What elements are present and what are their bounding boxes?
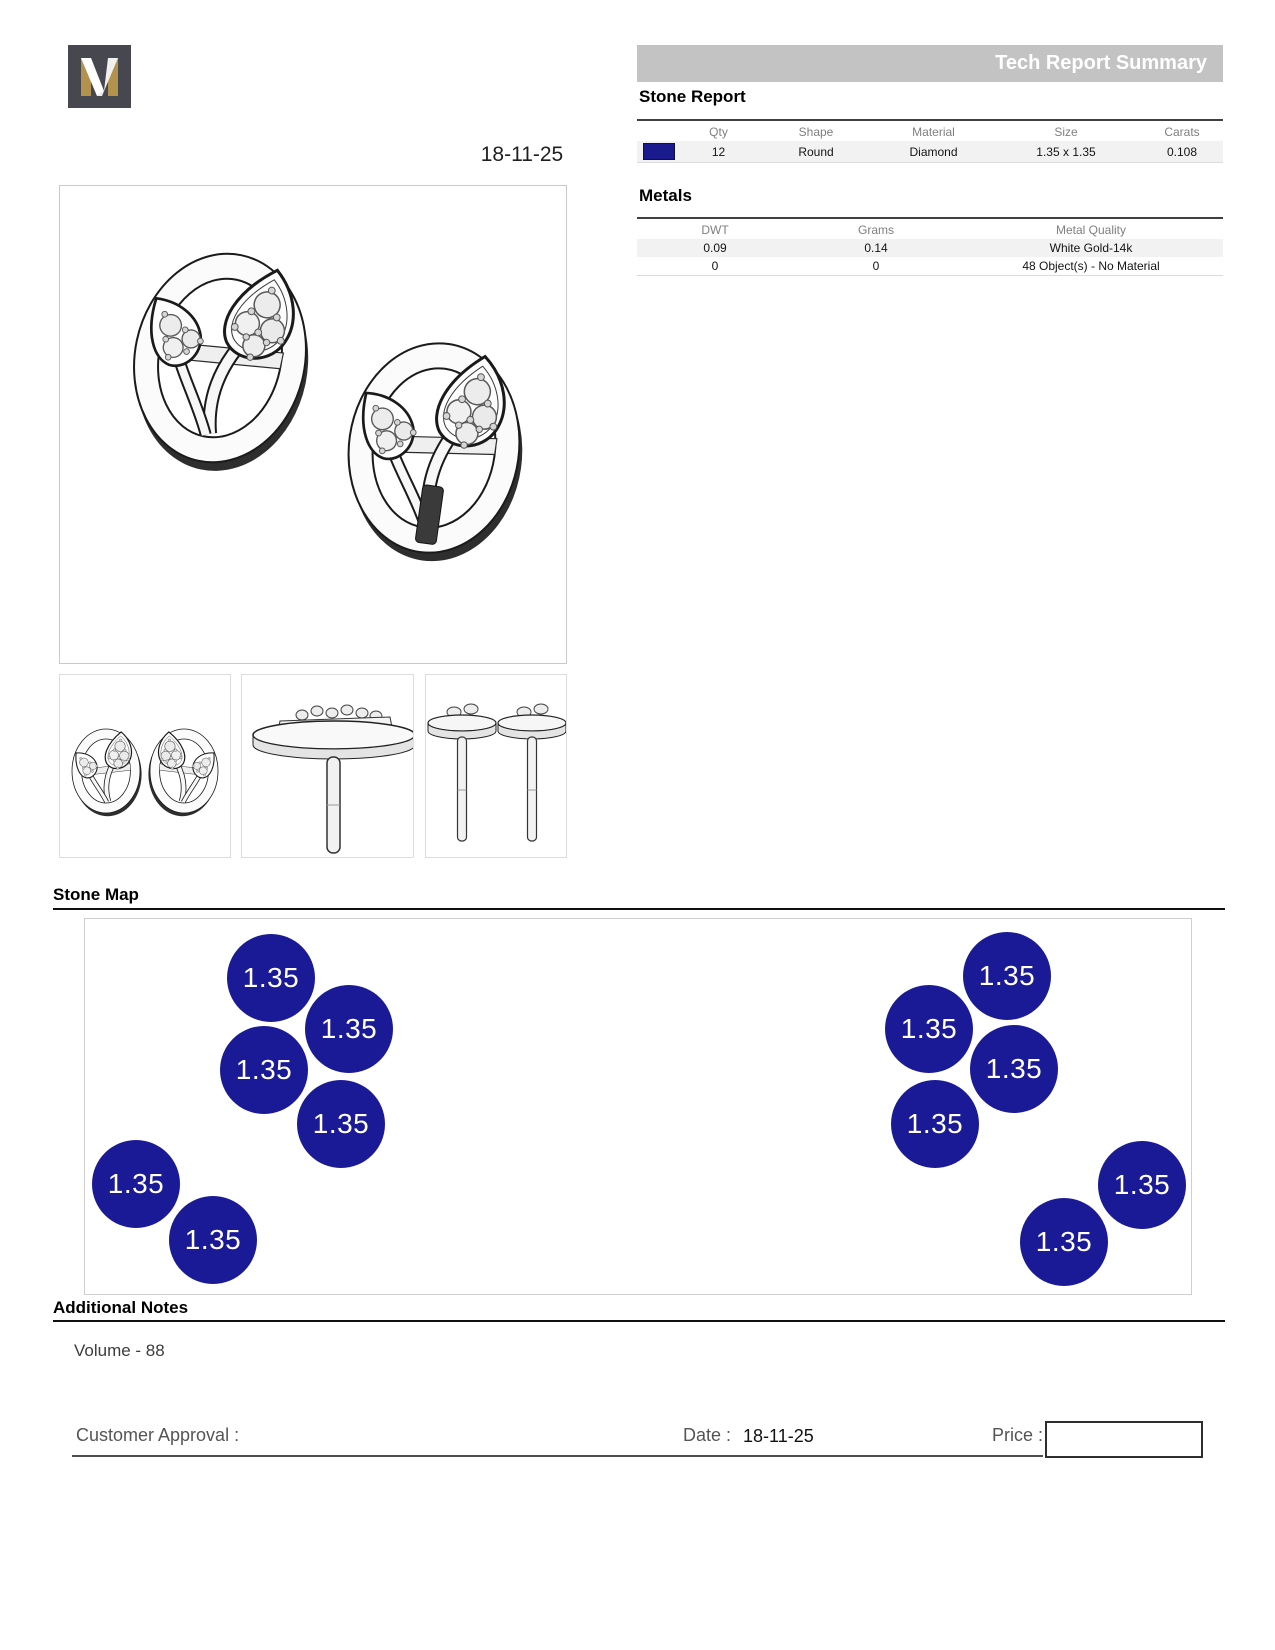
stone-carats: 0.108 bbox=[1141, 141, 1223, 163]
customer-approval-label: Customer Approval : bbox=[76, 1425, 240, 1445]
col-carats: Carats bbox=[1164, 125, 1200, 139]
stone-swatch-cell bbox=[637, 141, 681, 163]
stone-report-title: Stone Report bbox=[639, 87, 746, 106]
thumbnail-top-view-image bbox=[242, 675, 413, 857]
thumbnail-side-view-image bbox=[426, 675, 566, 857]
col-size: Size bbox=[1054, 125, 1078, 139]
stone-marker: 1.35 bbox=[305, 985, 393, 1073]
footer-date-value: 18-11-25 bbox=[743, 1426, 814, 1446]
stone-marker: 1.35 bbox=[885, 985, 973, 1073]
stone-report-table bbox=[637, 119, 1223, 163]
stone-marker: 1.35 bbox=[220, 1026, 308, 1114]
metal-grams: 0.14 bbox=[793, 239, 959, 257]
stone-marker: 1.35 bbox=[891, 1080, 979, 1168]
stone-marker: 1.35 bbox=[1020, 1198, 1108, 1286]
stone-qty: 12 bbox=[681, 141, 756, 163]
stone-shape: Round bbox=[756, 141, 876, 163]
metal-dwt: 0 bbox=[637, 257, 793, 276]
price-field[interactable] bbox=[1045, 1421, 1203, 1458]
stone-report-row bbox=[637, 141, 1223, 163]
col-shape: Shape bbox=[798, 125, 834, 139]
stone-material: Diamond bbox=[876, 141, 991, 163]
metals-table bbox=[637, 217, 1223, 276]
additional-notes-title: Additional Notes bbox=[53, 1298, 189, 1317]
report-title-bar bbox=[637, 45, 1223, 82]
col-dwt: DWT bbox=[701, 223, 729, 237]
volume-note: Volume - 88 bbox=[74, 1341, 165, 1360]
stone-map-canvas bbox=[84, 918, 1192, 1295]
metals-row bbox=[637, 257, 1223, 276]
stone-marker: 1.35 bbox=[1098, 1141, 1186, 1229]
thumbnail-side-view bbox=[425, 674, 567, 858]
thumbnail-top-view bbox=[241, 674, 414, 858]
stone-marker: 1.35 bbox=[970, 1025, 1058, 1113]
main-product-image bbox=[59, 185, 567, 664]
stone-marker: 1.35 bbox=[963, 932, 1051, 1020]
stone-marker: 1.35 bbox=[169, 1196, 257, 1284]
stone-marker: 1.35 bbox=[297, 1080, 385, 1168]
metal-dwt: 0.09 bbox=[637, 239, 793, 257]
col-qty: Qty bbox=[709, 125, 728, 139]
col-metal-quality: Metal Quality bbox=[1055, 223, 1127, 237]
metals-header-row bbox=[637, 218, 1223, 239]
stone-marker: 1.35 bbox=[92, 1140, 180, 1228]
thumbnail-front-view-image bbox=[60, 675, 230, 857]
stone-size: 1.35 x 1.35 bbox=[991, 141, 1141, 163]
additional-notes-divider bbox=[53, 1320, 1225, 1322]
footer-date-label: Date : bbox=[683, 1425, 732, 1445]
stone-marker: 1.35 bbox=[227, 934, 315, 1022]
col-material: Material bbox=[912, 125, 955, 139]
col-grams: Grams bbox=[858, 223, 894, 237]
brand-logo-m-icon bbox=[68, 45, 131, 108]
report-title: Tech Report Summary bbox=[995, 52, 1207, 74]
thumbnail-front-view bbox=[59, 674, 231, 858]
metals-title: Metals bbox=[639, 186, 692, 205]
metal-quality: 48 Object(s) - No Material bbox=[959, 257, 1223, 276]
metal-grams: 0 bbox=[793, 257, 959, 276]
metal-quality: White Gold-14k bbox=[959, 239, 1223, 257]
stone-map-title: Stone Map bbox=[53, 885, 139, 904]
stone-report-header-row bbox=[637, 120, 1223, 141]
footer-price-label: Price : bbox=[992, 1425, 1044, 1445]
page-date: 18-11-25 bbox=[480, 143, 564, 166]
brand-logo bbox=[68, 45, 131, 108]
metals-row bbox=[637, 239, 1223, 257]
signature-line bbox=[72, 1455, 1043, 1457]
earrings-render bbox=[60, 186, 566, 663]
stone-map-divider bbox=[53, 908, 1225, 910]
stone-color-swatch bbox=[643, 143, 675, 160]
swatch-column-header bbox=[637, 120, 681, 141]
